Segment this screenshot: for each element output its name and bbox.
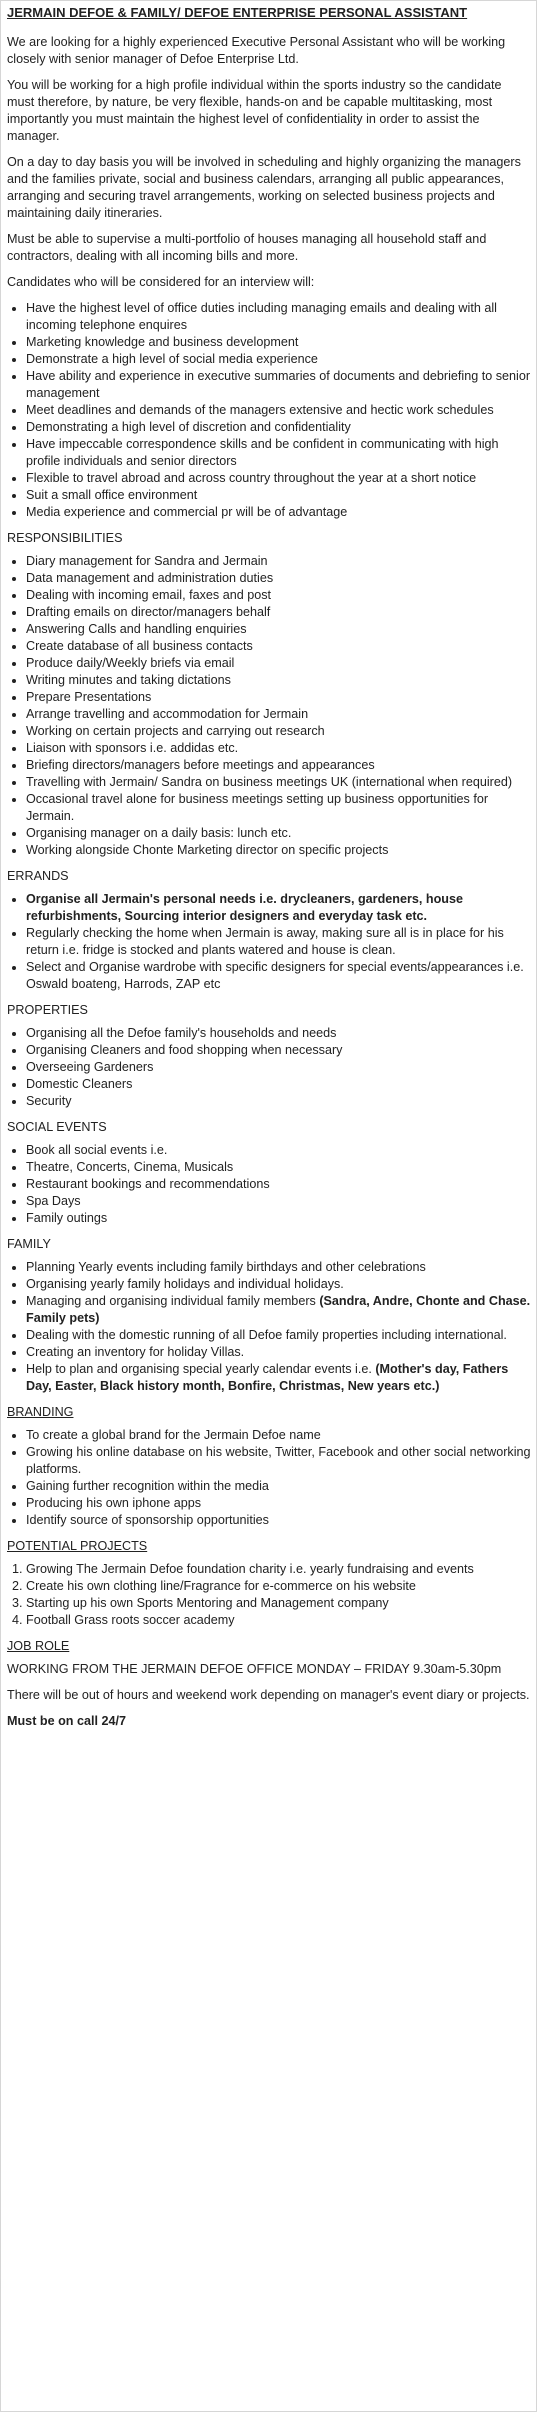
list-item: • Organise all Jermain's personal needs i.e. drycleaners, gardeners, house refurbishments, Sourcing interior designers and everyday task etc.	[26, 891, 531, 925]
list-item: • Growing his online database on his website, Twitter, Facebook and other social networking platforms.	[26, 1444, 531, 1478]
item-text: Managing and organising individual family members	[26, 1294, 320, 1308]
list-item: • Organising all the Defoe family's households and needs	[26, 1025, 531, 1042]
section-heading-job-role: JOB ROLE	[7, 1639, 70, 1653]
branding-list	[7, 1427, 531, 1529]
list-item: • Book all social events i.e.	[26, 1142, 531, 1159]
out-of-hours-note: There will be out of hours and weekend work depending on manager's event diary or projects.	[7, 1688, 530, 1702]
list-item: • Briefing directors/managers before meetings and appearances	[26, 757, 531, 774]
responsibilities-list	[7, 553, 531, 859]
list-item: • Regularly checking the home when Jermain is away, making sure all is in place for his return i.e. fridge is stocked and plants watered and house is clean.	[26, 925, 531, 959]
properties-list	[7, 1025, 531, 1110]
list-item: • Working alongside Chonte Marketing director on specific projects	[26, 842, 531, 859]
list-item: • Working on certain projects and carrying out research	[26, 723, 531, 740]
list-item: • Marketing knowledge and business development	[26, 334, 531, 351]
family-list	[7, 1259, 531, 1395]
list-item: • Organising Cleaners and food shopping when necessary	[26, 1042, 531, 1059]
intro-paragraph: On a day to day basis you will be involved in scheduling and highly organizing the managers and the families private, social and business calendars, arranging all public appearances, arranging and securing travel arrangements, working on selected business projects and maintaining daily itineraries.	[7, 155, 521, 220]
job-description	[7, 1, 531, 1739]
list-item: • Domestic Cleaners	[26, 1076, 531, 1093]
list-item: • Flexible to travel abroad and across country throughout the year at a short notice	[26, 470, 531, 487]
list-item	[26, 1293, 531, 1327]
family-members-bold: (Sandra, Andre, Chonte and Chase. Family pets)	[26, 1294, 531, 1325]
list-item: • Demonstrate a high level of social media experience	[26, 351, 531, 368]
intro-paragraph: We are looking for a highly experienced Executive Personal Assistant who will be working closely with senior manager of Defoe Enterprise Ltd.	[7, 35, 506, 66]
list-item: • Arrange travelling and accommodation for Jermain	[26, 706, 531, 723]
calendar-events-bold: (Mother's day, Fathers Day, Easter, Black history month, Bonfire, Christmas, New years etc.)	[26, 1362, 509, 1393]
list-item: • Spa Days	[26, 1193, 531, 1210]
list-item: 2. Create his own clothing line/Fragrance for e-commerce on his website	[26, 1578, 531, 1595]
list-item: • Travelling with Jermain/ Sandra on business meetings UK (international when required)	[26, 774, 531, 791]
list-item: • Security	[26, 1093, 531, 1110]
list-item: • Organising yearly family holidays and individual holidays.	[26, 1276, 531, 1293]
list-item: • Planning Yearly events including family birthdays and other celebrations	[26, 1259, 531, 1276]
list-item: • Writing minutes and taking dictations	[26, 672, 531, 689]
intro-paragraph: You will be working for a high profile individual within the sports industry so the candidate must therefore, by nature, be very flexible, hands-on and be capable multitasking, most importantly you must maintain the highest level of confidentiality in order to assist the manager.	[7, 78, 502, 143]
list-item: • Diary management for Sandra and Jermain	[26, 553, 531, 570]
list-item: • Organising manager on a daily basis: lunch etc.	[26, 825, 531, 842]
list-item: • Gaining further recognition within the media	[26, 1478, 531, 1495]
section-heading-potential-projects: POTENTIAL PROJECTS	[7, 1539, 148, 1553]
section-heading-responsibilities: RESPONSIBILITIES	[7, 531, 123, 545]
list-item: • Media experience and commercial pr will be of advantage	[26, 504, 531, 521]
potential-projects-list	[7, 1561, 531, 1629]
list-item: • Have the highest level of office duties including managing emails and dealing with all incoming telephone enquires	[26, 300, 531, 334]
section-heading-social-events: SOCIAL EVENTS	[7, 1120, 107, 1134]
list-item: 1. Growing The Jermain Defoe foundation charity i.e. yearly fundraising and events	[26, 1561, 531, 1578]
section-heading-errands: ERRANDS	[7, 869, 69, 883]
working-hours: WORKING FROM THE JERMAIN DEFOE OFFICE MONDAY – FRIDAY 9.30am-5.30pm	[7, 1662, 502, 1676]
list-item: • Select and Organise wardrobe with specific designers for special events/appearances i.e. Oswald boateng, Harrods, ZAP etc	[26, 959, 531, 993]
section-heading-branding: BRANDING	[7, 1405, 74, 1419]
list-item: • Meet deadlines and demands of the managers extensive and hectic work schedules	[26, 402, 531, 419]
list-item: • Identify source of sponsorship opportunities	[26, 1512, 531, 1529]
section-heading-family: FAMILY	[7, 1237, 51, 1251]
list-item: • Occasional travel alone for business meetings setting up business opportunities for Jermain.	[26, 791, 531, 825]
list-item: • Data management and administration duties	[26, 570, 531, 587]
list-item: 4. Football Grass roots soccer academy	[26, 1612, 531, 1629]
list-item: • Have ability and experience in executive summaries of documents and debriefing to senior management	[26, 368, 531, 402]
list-item: • To create a global brand for the Jermain Defoe name	[26, 1427, 531, 1444]
page-title: JERMAIN DEFOE & FAMILY/ DEFOE ENTERPRISE PERSONAL ASSISTANT	[7, 5, 468, 20]
intro-paragraph: Must be able to supervise a multi-portfolio of houses managing all household staff and contractors, dealing with all incoming bills and more.	[7, 232, 487, 263]
item-text: Help to plan and organising special yearly calendar events i.e.	[26, 1362, 376, 1376]
social-events-list	[7, 1142, 531, 1227]
on-call-note: Must be on call 24/7	[7, 1714, 126, 1728]
errands-list	[7, 891, 531, 993]
list-item: • Liaison with sponsors i.e. addidas etc.	[26, 740, 531, 757]
list-item: • Suit a small office environment	[26, 487, 531, 504]
list-item: • Overseeing Gardeners	[26, 1059, 531, 1076]
list-item: • Demonstrating a high level of discretion and confidentiality	[26, 419, 531, 436]
section-heading-properties: PROPERTIES	[7, 1003, 88, 1017]
list-item: • Dealing with incoming email, faxes and post	[26, 587, 531, 604]
list-item: • Prepare Presentations	[26, 689, 531, 706]
list-item: • Dealing with the domestic running of all Defoe family properties including international.	[26, 1327, 531, 1344]
list-item: • Have impeccable correspondence skills and be confident in communicating with high profile individuals and senior directors	[26, 436, 531, 470]
list-item: • Creating an inventory for holiday Villas.	[26, 1344, 531, 1361]
candidate-list	[7, 300, 531, 521]
list-item: • Create database of all business contacts	[26, 638, 531, 655]
list-item: • Theatre, Concerts, Cinema, Musicals	[26, 1159, 531, 1176]
list-item: • Family outings	[26, 1210, 531, 1227]
intro-paragraph: Candidates who will be considered for an interview will:	[7, 275, 315, 289]
list-item: 3. Starting up his own Sports Mentoring and Management company	[26, 1595, 531, 1612]
list-item: • Produce daily/Weekly briefs via email	[26, 655, 531, 672]
list-item: • Drafting emails on director/managers behalf	[26, 604, 531, 621]
list-item	[26, 1361, 531, 1395]
list-item: • Restaurant bookings and recommendations	[26, 1176, 531, 1193]
list-item: • Answering Calls and handling enquiries	[26, 621, 531, 638]
list-item: • Producing his own iphone apps	[26, 1495, 531, 1512]
